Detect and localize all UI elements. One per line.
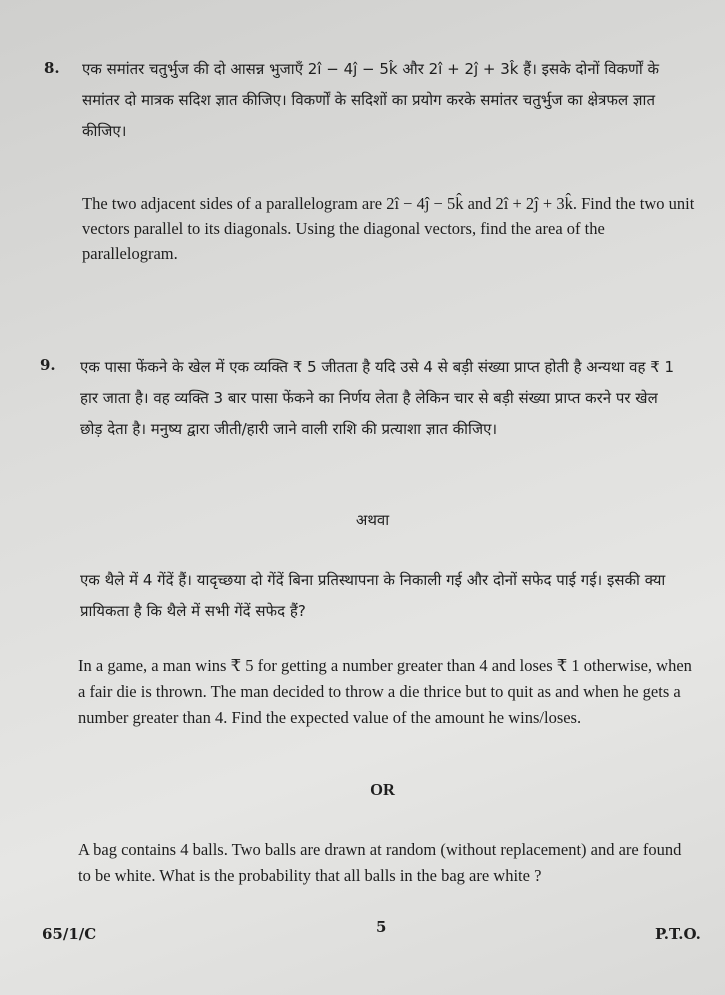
question-8-english-text: The two adjacent sides of a parallelogram are 2î − 4ĵ − 5k̂ and 2î + 2ĵ + 3k̂. Find the two unit vectors parallel to its diagonals. Using the diagonal vectors, find the area of the parallelogram. — [82, 194, 695, 263]
question-8-number: 8. — [44, 59, 60, 77]
page-number: 5 — [376, 918, 387, 936]
question-9-alt-hindi-text: एक थैले में 4 गेंदें हैं। यादृच्छया दो गेंदें बिना प्रतिस्थापना के निकाली गई और दोनों सफेद पाई गई। इसकी क्या प्रायिकता है कि थैले में सभी गेंदें सफेद हैं? — [80, 571, 666, 620]
question-9-number: 9. — [40, 356, 56, 374]
question-9-english-text: In a game, a man wins ₹ 5 for getting a number greater than 4 and loses ₹ 1 otherwise, when a fair die is thrown. The man decided to throw a die thrice but to quit as and when he gets a number greater than 4. Find the expected value of the amount he wins/loses. — [78, 656, 692, 727]
question-8-hindi-text: एक समांतर चतुर्भुज की दो आसन्न भुजाएँ 2î − 4ĵ − 5k̂ और 2î + 2ĵ + 3k̂ हैं। इसके दोनों विकर्णों के समांतर दो मात्रक सदिश ज्ञात कीजिए। विकर्णों के सदिशों का प्रयोग करके समांतर चतुर्भुज का क्षेत्रफल ज्ञात कीजिए। — [82, 60, 660, 140]
question-9-alt-english-text: A bag contains 4 balls. Two balls are drawn at random (without replacement) and are found to be white. What is the probability that all balls in the bag are white ? — [78, 840, 682, 885]
or-hindi-label: अथवा — [355, 511, 390, 529]
please-turn-over: P.T.O. — [655, 925, 701, 943]
question-9-hindi-text: एक पासा फेंकने के खेल में एक व्यक्ति ₹ 5 जीतता है यदि उसे 4 से बड़ी संख्या प्राप्त होती है अन्यथा वह ₹ 1 हार जाता है। वह व्यक्ति 3 बार पासा फेंकने का निर्णय लेता है लेकिन चार से बड़ी संख्या प्राप्त करने पर खेल छोड़ देता है। मनुष्य द्वारा जीती/हारी जाने वाली राशि की प्रत्याशा ज्ञात कीजिए। — [80, 358, 675, 438]
or-english-label: OR — [370, 780, 395, 799]
paper-code: 65/1/C — [42, 925, 97, 943]
